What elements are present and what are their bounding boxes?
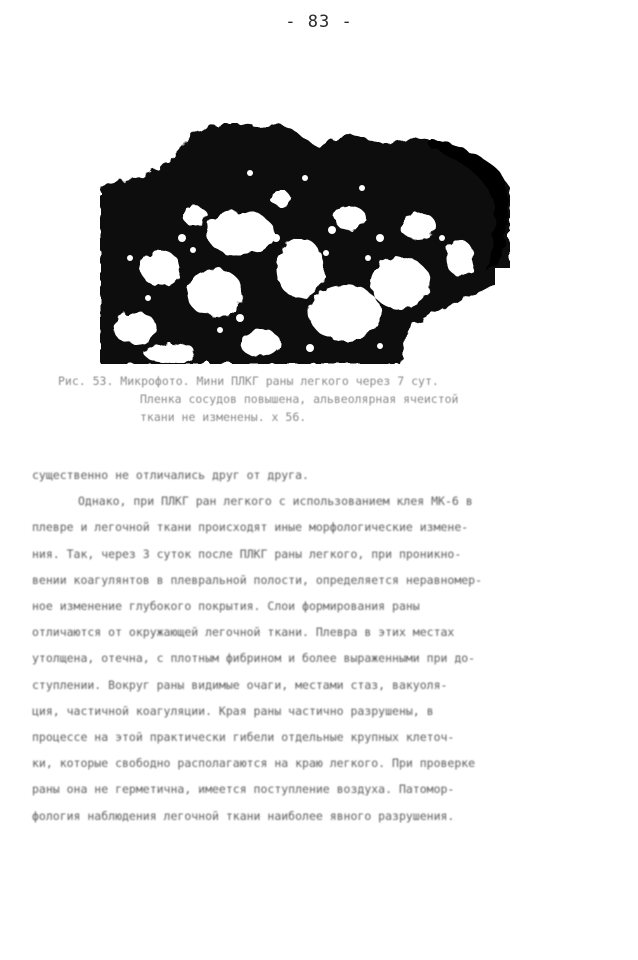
body-text xyxy=(32,462,602,829)
text-line: процессе на этой практически гибели отдельные крупных клеточ- xyxy=(32,730,455,745)
figure-caption xyxy=(58,372,578,426)
page-number: - 83 - xyxy=(285,12,353,32)
text-line: отличаются от окружающей легочной ткани. Плевра в этих местах xyxy=(32,625,455,640)
micrograph-image xyxy=(100,118,510,364)
text-line: ния. Так, через 3 суток после ПЛКГ раны легкого, при проникно- xyxy=(32,546,462,561)
caption-line: Рис. 53. Микрофото. Мини ПЛКГ раны легкого через 7 сут. xyxy=(58,374,439,388)
caption-line: Пленка сосудов повышена, альвеолярная ячеистой xyxy=(140,392,459,406)
text-line: вении коагулянтов в плевральной полости, определяется неравномер- xyxy=(32,572,483,587)
text-line: ступлении. Вокруг раны видимые очаги, местами стаз, вакуоля- xyxy=(32,677,448,692)
text-line: ное изменение глубокого покрытия. Слои формирования раны xyxy=(32,599,420,614)
text-line: фология наблюдения легочной ткани наиболее явного разрушения. xyxy=(32,808,455,823)
text-line: плевре и легочной ткани происходят иные морфологические измене- xyxy=(32,520,469,535)
text-line: существенно не отличались друг от друга. xyxy=(32,468,309,482)
caption-line: ткани не изменены. х 56. xyxy=(140,410,307,424)
text-line: утолщена, отечна, с плотным фибрином и более выраженными при до- xyxy=(32,651,476,666)
text-line: Однако, при ПЛКГ ран легкого с использованием клея МК-6 в xyxy=(78,494,473,509)
micrograph-figure xyxy=(100,118,510,364)
text-line: раны она не герметична, имеется поступление воздуха. Патомор- xyxy=(32,782,455,797)
text-line: ки, которые свободно располагаются на краю легкого. При проверке xyxy=(32,756,476,771)
text-line: ция, частичной коагуляции. Края раны частично разрушены, в xyxy=(32,703,434,718)
